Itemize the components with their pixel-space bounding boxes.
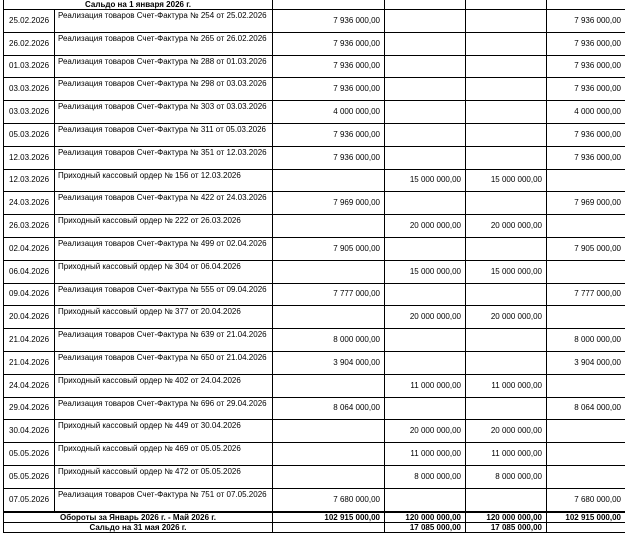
row-debit: [273, 465, 385, 488]
table-row: [4, 283, 625, 306]
turnover-row-value: 102 915 000,00: [273, 512, 385, 523]
table-row: [4, 55, 625, 78]
row-credit: [385, 78, 466, 101]
table-row: [4, 374, 625, 397]
table-row: [4, 215, 625, 238]
row-debit: [273, 260, 385, 283]
row-counterparty-debit: [547, 374, 625, 397]
row-document: Реализация товаров Счет-Фактура № 696 от 29.04.2026: [55, 397, 273, 420]
row-document: Реализация товаров Счет-Фактура № 639 от 21.04.2026: [55, 329, 273, 352]
row-date: 01.03.2026: [4, 55, 55, 78]
opening-balance-cell: [466, 0, 547, 10]
row-counterparty-credit: [466, 351, 547, 374]
row-counterparty-credit: [466, 488, 547, 511]
table-row: [4, 306, 625, 329]
row-credit: [385, 397, 466, 420]
row-credit: 11 000 000,00: [385, 374, 466, 397]
row-date: 06.04.2026: [4, 260, 55, 283]
row-counterparty-debit: 7 905 000,00: [547, 237, 625, 260]
table-row: [4, 78, 625, 101]
row-counterparty-credit: 8 000 000,00: [466, 465, 547, 488]
row-document: Реализация товаров Счет-Фактура № 650 от 21.04.2026: [55, 351, 273, 374]
row-counterparty-credit: [466, 237, 547, 260]
row-debit: 7 936 000,00: [273, 146, 385, 169]
row-date: 07.05.2026: [4, 488, 55, 511]
row-counterparty-credit: [466, 55, 547, 78]
closing-balance-row: [4, 522, 625, 532]
row-date: 05.03.2026: [4, 123, 55, 146]
row-counterparty-credit: [466, 10, 547, 33]
row-counterparty-debit: 3 904 000,00: [547, 351, 625, 374]
table-row: [4, 192, 625, 215]
turnover-row-value: 102 915 000,00: [547, 512, 625, 523]
row-counterparty-credit: 11 000 000,00: [466, 374, 547, 397]
row-document: Реализация товаров Счет-Фактура № 351 от 12.03.2026: [55, 146, 273, 169]
row-debit: [273, 443, 385, 466]
reconciliation-table: [3, 0, 625, 533]
row-debit: 7 936 000,00: [273, 78, 385, 101]
row-counterparty-credit: [466, 123, 547, 146]
row-date: 12.03.2026: [4, 169, 55, 192]
row-debit: 7 969 000,00: [273, 192, 385, 215]
row-counterparty-credit: [466, 32, 547, 55]
row-counterparty-debit: 7 936 000,00: [547, 123, 625, 146]
row-debit: [273, 420, 385, 443]
row-counterparty-debit: [547, 306, 625, 329]
turnover-row-label: Обороты за Январь 2026 г. - Май 2026 г.: [4, 512, 273, 523]
row-credit: [385, 488, 466, 511]
row-counterparty-credit: [466, 397, 547, 420]
row-debit: 7 936 000,00: [273, 55, 385, 78]
row-credit: [385, 192, 466, 215]
row-document: Реализация товаров Счет-Фактура № 265 от 26.02.2026: [55, 32, 273, 55]
row-counterparty-credit: 15 000 000,00: [466, 260, 547, 283]
row-document: Приходный кассовый ордер № 472 от 05.05.2026: [55, 465, 273, 488]
row-credit: [385, 283, 466, 306]
row-date: 20.04.2026: [4, 306, 55, 329]
row-date: 12.03.2026: [4, 146, 55, 169]
row-document: Реализация товаров Счет-Фактура № 288 от 01.03.2026: [55, 55, 273, 78]
row-date: 21.04.2026: [4, 351, 55, 374]
row-counterparty-debit: [547, 465, 625, 488]
row-document: Реализация товаров Счет-Фактура № 751 от 07.05.2026: [55, 488, 273, 511]
row-credit: [385, 329, 466, 352]
row-debit: [273, 306, 385, 329]
row-credit: [385, 123, 466, 146]
opening-balance-cell: [385, 0, 466, 10]
row-credit: 20 000 000,00: [385, 215, 466, 238]
closing-balance-row-value: [273, 522, 385, 532]
row-credit: [385, 55, 466, 78]
table-row: [4, 465, 625, 488]
row-date: 03.03.2026: [4, 101, 55, 124]
row-credit: 8 000 000,00: [385, 465, 466, 488]
row-date: 30.04.2026: [4, 420, 55, 443]
table-row: [4, 169, 625, 192]
table-row: [4, 443, 625, 466]
row-document: Реализация товаров Счет-Фактура № 422 от 24.03.2026: [55, 192, 273, 215]
row-date: 26.02.2026: [4, 32, 55, 55]
row-debit: 8 064 000,00: [273, 397, 385, 420]
row-counterparty-credit: [466, 146, 547, 169]
row-credit: 15 000 000,00: [385, 260, 466, 283]
opening-balance-cell: [547, 0, 625, 10]
row-counterparty-debit: 7 936 000,00: [547, 78, 625, 101]
table-row: [4, 397, 625, 420]
row-debit: 7 936 000,00: [273, 10, 385, 33]
row-counterparty-credit: 20 000 000,00: [466, 306, 547, 329]
row-document: Реализация товаров Счет-Фактура № 499 от 02.04.2026: [55, 237, 273, 260]
row-debit: 7 777 000,00: [273, 283, 385, 306]
row-counterparty-debit: 7 680 000,00: [547, 488, 625, 511]
table-row: [4, 123, 625, 146]
row-document: Реализация товаров Счет-Фактура № 303 от 03.03.2026: [55, 101, 273, 124]
row-counterparty-debit: 7 777 000,00: [547, 283, 625, 306]
row-counterparty-debit: 4 000 000,00: [547, 101, 625, 124]
row-document: Реализация товаров Счет-Фактура № 311 от 05.03.2026: [55, 123, 273, 146]
row-date: 21.04.2026: [4, 329, 55, 352]
row-document: Приходный кассовый ордер № 469 от 05.05.2026: [55, 443, 273, 466]
row-counterparty-credit: 11 000 000,00: [466, 443, 547, 466]
table-row: [4, 237, 625, 260]
row-credit: [385, 32, 466, 55]
closing-balance-row-value: 17 085 000,00: [466, 522, 547, 532]
row-counterparty-credit: 20 000 000,00: [466, 215, 547, 238]
row-date: 24.04.2026: [4, 374, 55, 397]
row-counterparty-credit: [466, 78, 547, 101]
turnover-row-value: 120 000 000,00: [466, 512, 547, 523]
row-counterparty-credit: [466, 192, 547, 215]
row-debit: 7 905 000,00: [273, 237, 385, 260]
row-counterparty-debit: 7 936 000,00: [547, 55, 625, 78]
row-counterparty-debit: [547, 443, 625, 466]
opening-balance-cell: [273, 0, 385, 10]
row-debit: 7 936 000,00: [273, 32, 385, 55]
row-debit: 8 000 000,00: [273, 329, 385, 352]
row-debit: [273, 169, 385, 192]
row-debit: [273, 215, 385, 238]
row-debit: 7 936 000,00: [273, 123, 385, 146]
table-row: [4, 32, 625, 55]
turnover-row: [4, 512, 625, 523]
row-debit: [273, 374, 385, 397]
table-row: [4, 420, 625, 443]
table-row: [4, 10, 625, 33]
opening-balance-label: Сальдо на 1 января 2026 г.: [4, 0, 273, 10]
row-credit: [385, 146, 466, 169]
row-document: Приходный кассовый ордер № 222 от 26.03.2026: [55, 215, 273, 238]
row-document: Реализация товаров Счет-Фактура № 254 от 25.02.2026: [55, 10, 273, 33]
row-credit: [385, 101, 466, 124]
row-credit: [385, 237, 466, 260]
row-credit: 15 000 000,00: [385, 169, 466, 192]
row-date: 05.05.2026: [4, 465, 55, 488]
row-counterparty-debit: 7 936 000,00: [547, 32, 625, 55]
row-document: Приходный кассовый ордер № 377 от 20.04.2026: [55, 306, 273, 329]
row-counterparty-debit: [547, 215, 625, 238]
table-row: [4, 260, 625, 283]
row-credit: 11 000 000,00: [385, 443, 466, 466]
row-counterparty-credit: [466, 329, 547, 352]
row-document: Приходный кассовый ордер № 449 от 30.04.2026: [55, 420, 273, 443]
row-date: 26.03.2026: [4, 215, 55, 238]
row-date: 24.03.2026: [4, 192, 55, 215]
closing-balance-row-label: Сальдо на 31 мая 2026 г.: [4, 522, 273, 532]
closing-balance-row-value: 17 085 000,00: [385, 522, 466, 532]
row-debit: 4 000 000,00: [273, 101, 385, 124]
table-row: [4, 351, 625, 374]
table-row: [4, 101, 625, 124]
row-credit: [385, 351, 466, 374]
row-document: Реализация товаров Счет-Фактура № 555 от 09.04.2026: [55, 283, 273, 306]
turnover-row-value: 120 000 000,00: [385, 512, 466, 523]
opening-balance-row: [4, 0, 625, 10]
row-date: 02.04.2026: [4, 237, 55, 260]
row-credit: 20 000 000,00: [385, 306, 466, 329]
row-date: 25.02.2026: [4, 10, 55, 33]
row-document: Реализация товаров Счет-Фактура № 298 от 03.03.2026: [55, 78, 273, 101]
row-counterparty-debit: 7 936 000,00: [547, 146, 625, 169]
row-counterparty-debit: 7 969 000,00: [547, 192, 625, 215]
row-date: 09.04.2026: [4, 283, 55, 306]
row-document: Приходный кассовый ордер № 402 от 24.04.2026: [55, 374, 273, 397]
closing-balance-row-value: [547, 522, 625, 532]
table-row: [4, 146, 625, 169]
row-counterparty-credit: [466, 283, 547, 306]
row-date: 03.03.2026: [4, 78, 55, 101]
row-counterparty-debit: [547, 420, 625, 443]
row-counterparty-credit: [466, 101, 547, 124]
row-counterparty-debit: [547, 260, 625, 283]
row-counterparty-debit: 8 000 000,00: [547, 329, 625, 352]
row-counterparty-debit: [547, 169, 625, 192]
row-counterparty-credit: 15 000 000,00: [466, 169, 547, 192]
row-debit: 7 680 000,00: [273, 488, 385, 511]
row-counterparty-credit: 20 000 000,00: [466, 420, 547, 443]
row-date: 29.04.2026: [4, 397, 55, 420]
row-counterparty-debit: 8 064 000,00: [547, 397, 625, 420]
table-row: [4, 488, 625, 511]
row-date: 05.05.2026: [4, 443, 55, 466]
row-counterparty-debit: 7 936 000,00: [547, 10, 625, 33]
row-credit: 20 000 000,00: [385, 420, 466, 443]
table-row: [4, 329, 625, 352]
row-credit: [385, 10, 466, 33]
row-document: Приходный кассовый ордер № 156 от 12.03.2026: [55, 169, 273, 192]
row-debit: 3 904 000,00: [273, 351, 385, 374]
row-document: Приходный кассовый ордер № 304 от 06.04.2026: [55, 260, 273, 283]
